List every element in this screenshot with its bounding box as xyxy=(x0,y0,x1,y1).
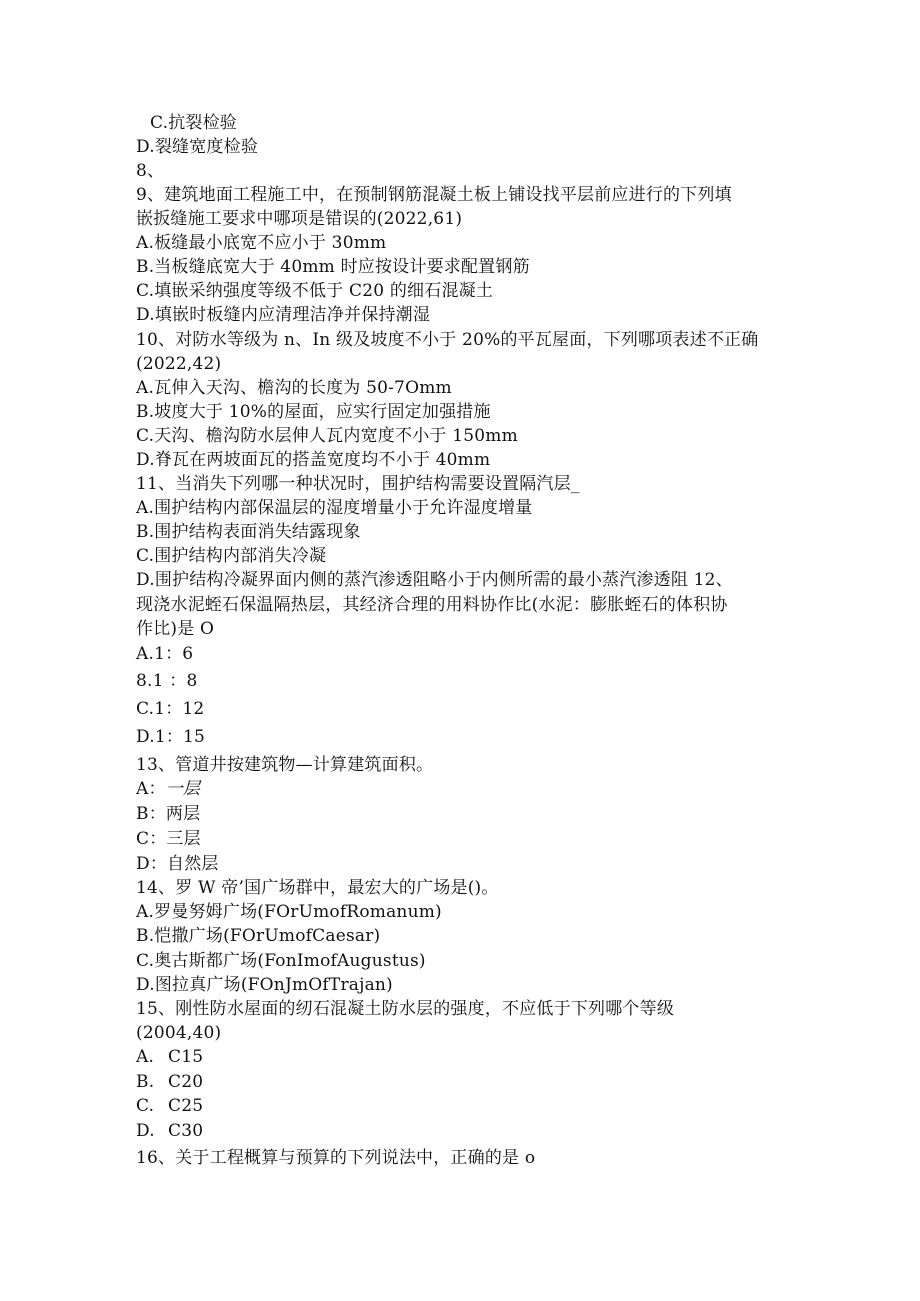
question-15-text-line2: (2004,40) xyxy=(136,1023,222,1043)
option-a-value: C15 xyxy=(168,1047,204,1067)
option-c-value: C25 xyxy=(168,1096,204,1116)
option-d-crack-width: D.裂缝宽度检验 xyxy=(136,137,259,157)
question-11-option-d: D.围护结构冷凝界面内侧的蒸汽渗透阻略小于内侧所需的最小蒸汽渗透阻 12、 xyxy=(136,570,733,590)
question-11-text: 11、当消失下列哪一种状况时，围护结构需要设置隔汽层_ xyxy=(136,474,580,494)
question-14-text: 14、罗 W 帝’国广场群中，最宏大的广场是()。 xyxy=(136,878,499,898)
question-14-option-b: B.恺撒广场(FOrUmofCaesar) xyxy=(136,926,381,946)
question-12-text-line1: 现浇水泥蛭石保温隔热层，其经济合理的用料协作比(水泥：膨胀蛭石的体积协 xyxy=(136,595,728,615)
option-a-value: 一层 xyxy=(165,779,201,799)
question-9-option-a: A.板缝最小底宽不应小于 30mm xyxy=(136,233,387,253)
question-16-text: 16、关于工程概算与预算的下列说法中，正确的是 o xyxy=(136,1148,536,1168)
question-9-option-b: B.当板缝底宽大于 40mm 时应按设计要求配置钢筋 xyxy=(136,257,530,277)
question-9-text-line2: 嵌扳缝施工要求中哪项是错误的(2022,61) xyxy=(136,209,463,229)
question-10-option-d: D.脊瓦在两坡面瓦的搭盖宽度均不小于 40mm xyxy=(136,450,491,470)
option-c-crack-test: C.抗裂检验 xyxy=(150,113,238,133)
option-a-label: A. xyxy=(136,1047,155,1067)
question-13-option-c: C：三层 xyxy=(136,829,201,849)
question-14-option-d: D.图拉真广场(FOnJmOfTrajan) xyxy=(136,975,393,995)
option-b-value: C20 xyxy=(168,1072,204,1092)
question-13-option-d: D：自然层 xyxy=(136,854,219,874)
question-12-text-line2: 作比)是 O xyxy=(136,619,215,639)
question-10-option-a: A.瓦伸入天沟、檐沟的长度为 50-7Omm xyxy=(136,378,452,398)
question-13-text: 13、管道井按建筑物—计算建筑面积。 xyxy=(136,755,434,775)
question-12-option-d: D.1：15 xyxy=(136,727,206,747)
question-12-option-c: C.1：12 xyxy=(136,699,205,719)
option-d-label: D. xyxy=(136,1121,155,1141)
question-13-option-b: B：两层 xyxy=(136,804,201,824)
option-d-value: C30 xyxy=(168,1121,204,1141)
question-11-option-c: C.围护结构内部消失冷凝 xyxy=(136,546,327,566)
question-12-option-b: 8.1 ：8 xyxy=(136,671,198,691)
question-9-text-line1: 9、建筑地面工程施工中，在预制钢筋混凝土板上铺设找平层前应进行的下列填 xyxy=(136,185,732,205)
question-15-text-line1: 15、刚性防水屋面的纫石混凝土防水层的强度，不应低于下列哪个等级 xyxy=(136,999,675,1019)
question-10-option-c: C.天沟、檐沟防水层伸人瓦内宽度不小于 150mm xyxy=(136,426,518,446)
question-9-option-c: C.填嵌采纳强度等级不低于 C20 的细石混凝土 xyxy=(136,281,494,301)
question-10-option-b: B.坡度大于 10%的屋面，应实行固定加强措施 xyxy=(136,402,491,422)
question-15-option-d xyxy=(136,1120,796,1142)
option-a-label: A： xyxy=(136,779,166,799)
question-9-option-d: D.填嵌时板缝内应清理洁净并保持潮湿 xyxy=(136,305,431,325)
question-10-text-line1: 10、对防水等级为 n、In 级及坡度不小于 20%的平瓦屋面，下列哪项表述不正确 xyxy=(136,330,759,350)
option-c-label: C. xyxy=(136,1096,155,1116)
question-11-option-b: B.围护结构表面消失结露现象 xyxy=(136,522,361,542)
question-12-option-a: A.1：6 xyxy=(136,644,194,664)
question-15-option-c xyxy=(136,1095,796,1117)
option-b-label: B. xyxy=(136,1072,155,1092)
question-11-option-a: A.围护结构内部保温层的湿度增量小于允许湿度增量 xyxy=(136,498,533,518)
question-14-option-a: A.罗曼努姆广场(FOrUmofRomanum) xyxy=(136,902,442,922)
question-13-option-a xyxy=(136,778,796,800)
question-15-option-a xyxy=(136,1046,796,1068)
question-14-option-c: C.奥古斯都广场(FonImofAugustus) xyxy=(136,951,426,971)
question-15-option-b xyxy=(136,1071,796,1093)
question-10-text-line2: (2022,42) xyxy=(136,354,222,374)
question-8-number: 8、 xyxy=(136,161,165,181)
